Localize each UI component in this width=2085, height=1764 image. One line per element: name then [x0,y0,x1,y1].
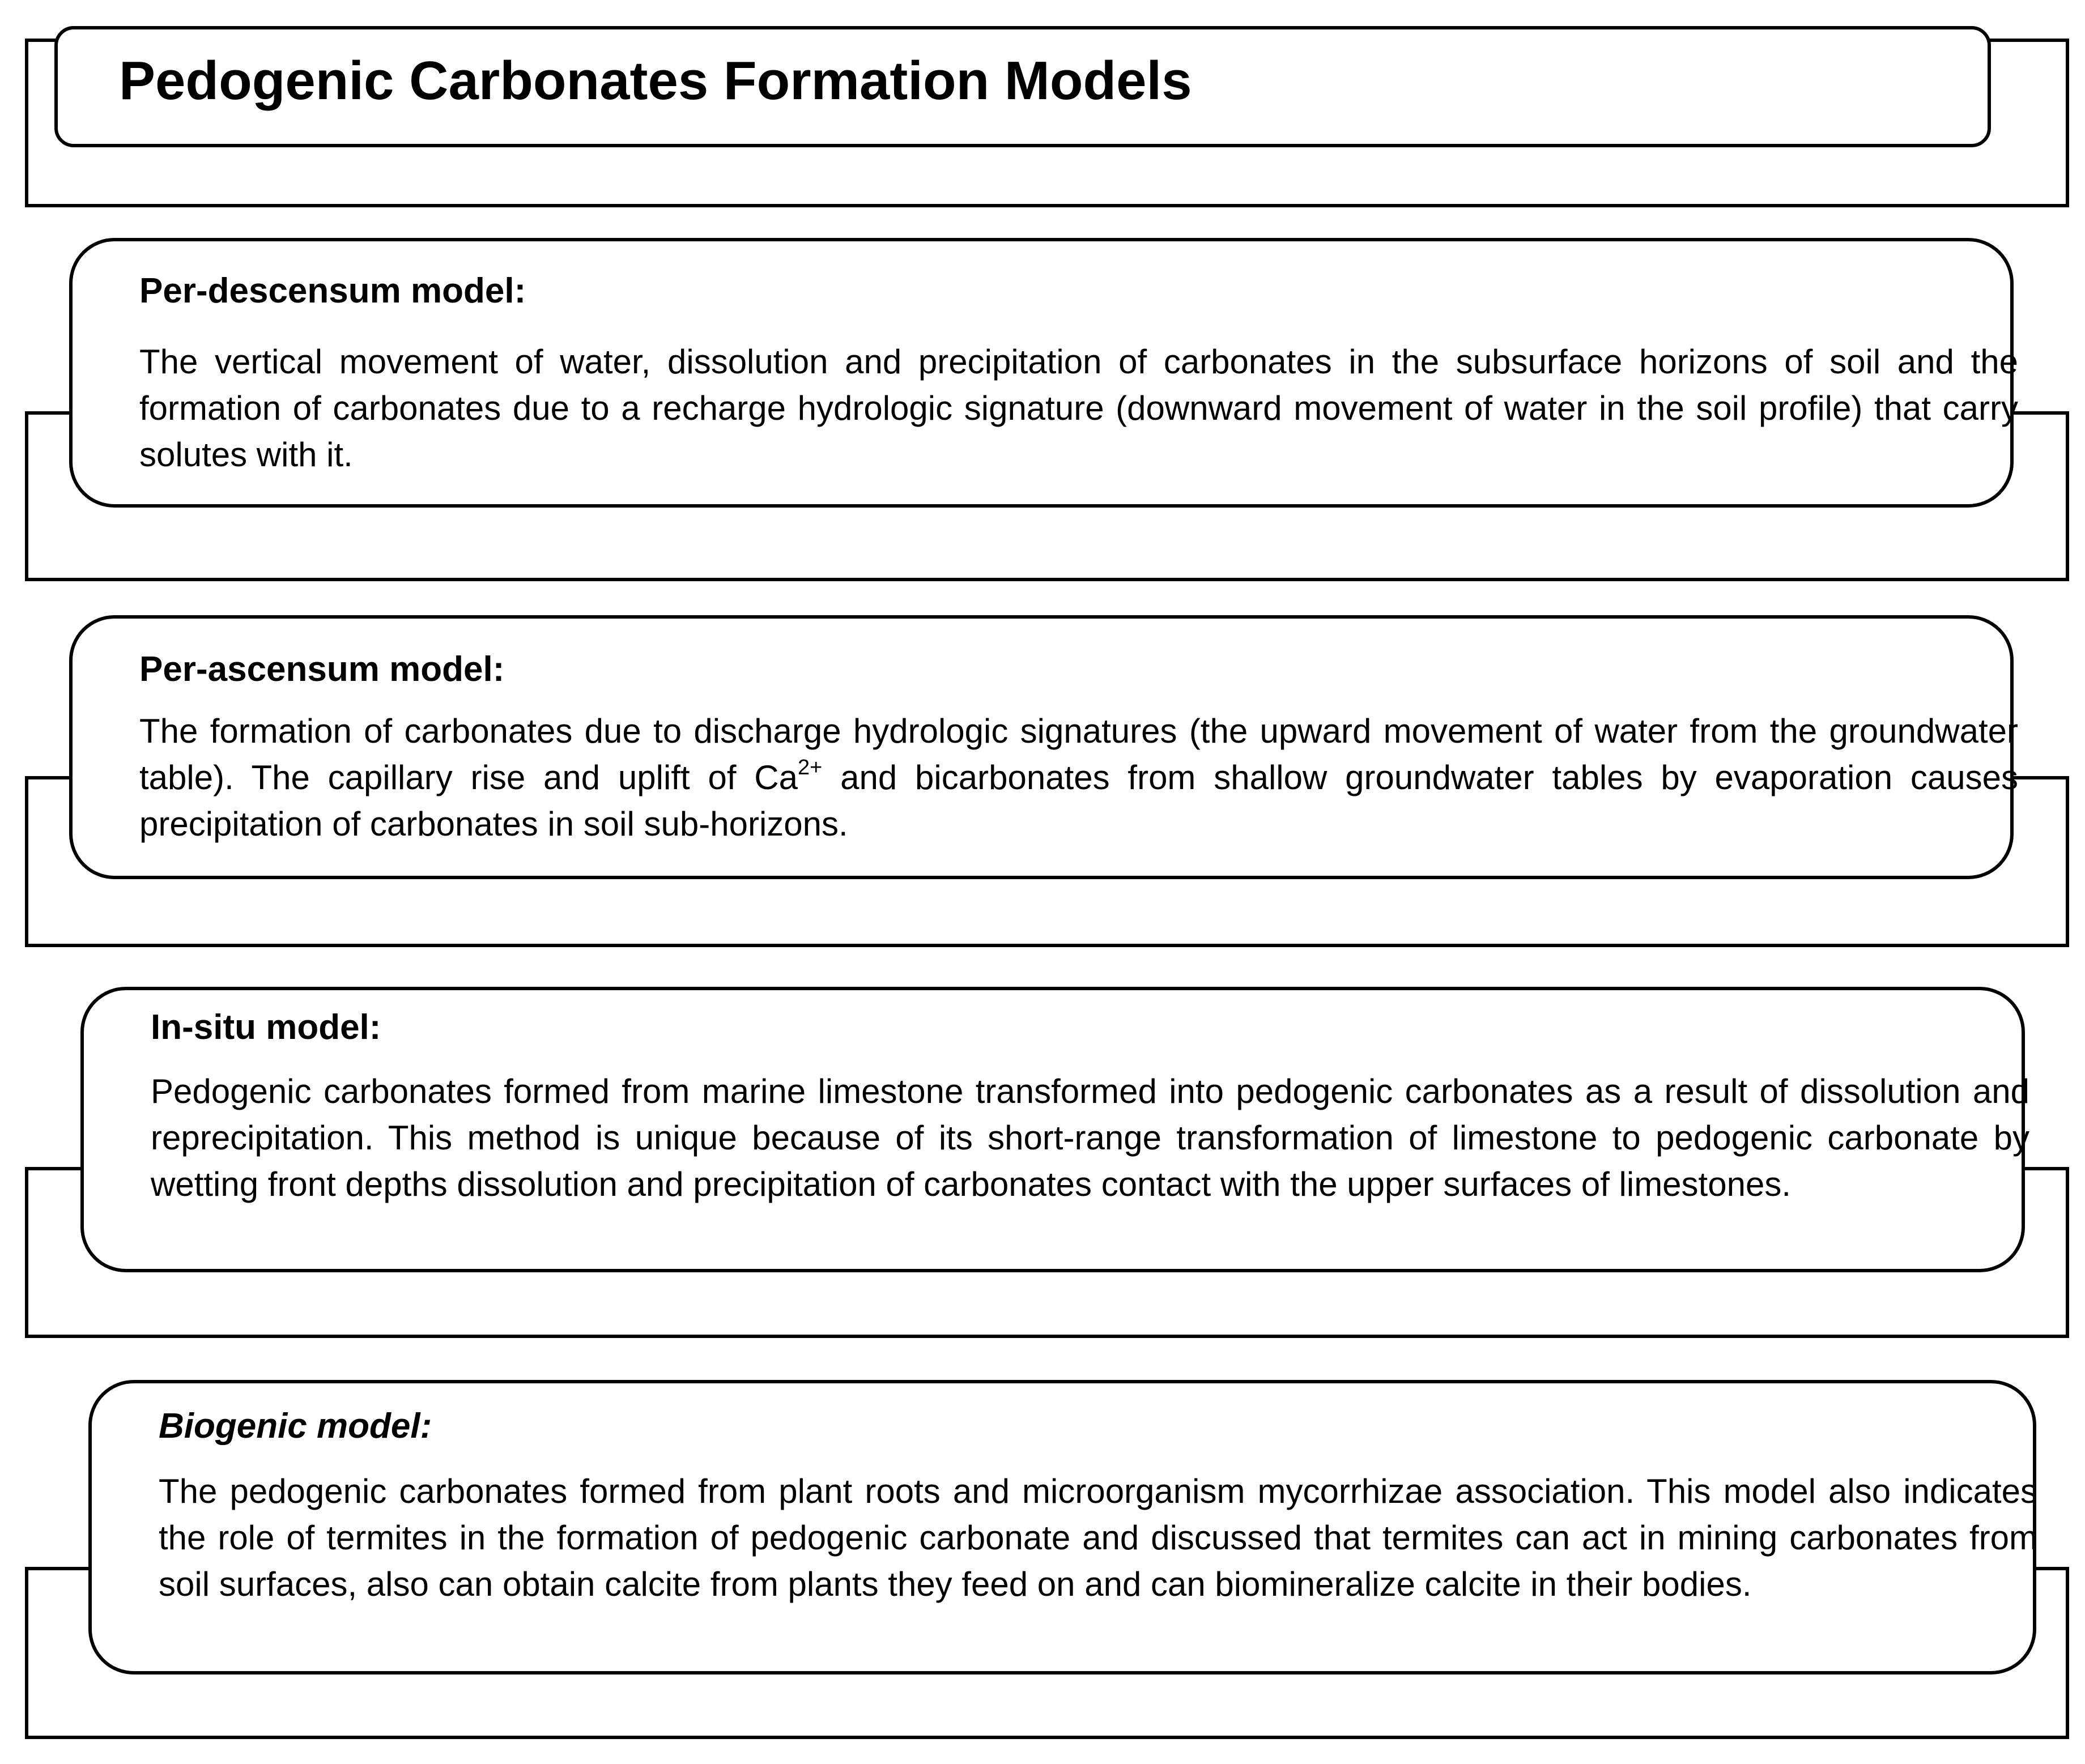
diagram-title: Pedogenic Carbonates Formation Models [119,50,1192,111]
per-ascensum-text-2: and bicarbonates from shallow groundwater tables by evaporation causes precipitation of carbonates in soil sub-horizons. [139,759,2019,843]
in-situ-description: Pedogenic carbonates formed from marine limestone transformed into pedogenic carbonates as a result of dissolution and reprecipitation. This method is unique because of its short-range transformation of limestone to pedogenic carbonate by wetting front depths dissolution and precipitation of carbonates contact with the upper surfaces of limestones. [151,1072,2029,1203]
per-ascensum-text-1: The formation of carbonates due to discharge hydrologic signatures (the upward movement of water from the groundwater table). The capillary rise and uplift of Ca [139,712,2018,796]
in-situ-card [80,987,2029,1272]
per-descensum-card [69,238,2018,508]
per-ascensum-heading: Per-ascensum model: [139,650,505,689]
in-situ-heading: In-situ model: [151,1008,381,1047]
title-box [54,26,1991,147]
per-ascensum-description [139,708,2018,847]
biogenic-card [88,1380,2036,1674]
calcium-charge-superscript: 2+ [798,756,823,779]
biogenic-description: The pedogenic carbonates formed from plant roots and microorganism mycorrhizae association. This model also indicates the role of termites in the formation of pedogenic carbonate and discussed that termites can act in mining carbonates from soil surfaces, also can obtain calcite from plants they feed on and can biomineralize calcite in their bodies. [159,1472,2037,1603]
per-ascensum-card [69,615,2019,879]
biogenic-heading: Biogenic model: [159,1407,432,1446]
per-descensum-description: The vertical movement of water, dissolution and precipitation of carbonates in the subsurface horizons of soil and the formation of carbonates due to a recharge hydrologic signature (downward movement of water in the soil profile) that carry solutes with it. [139,343,2018,474]
per-descensum-heading: Per-descensum model: [139,271,526,310]
